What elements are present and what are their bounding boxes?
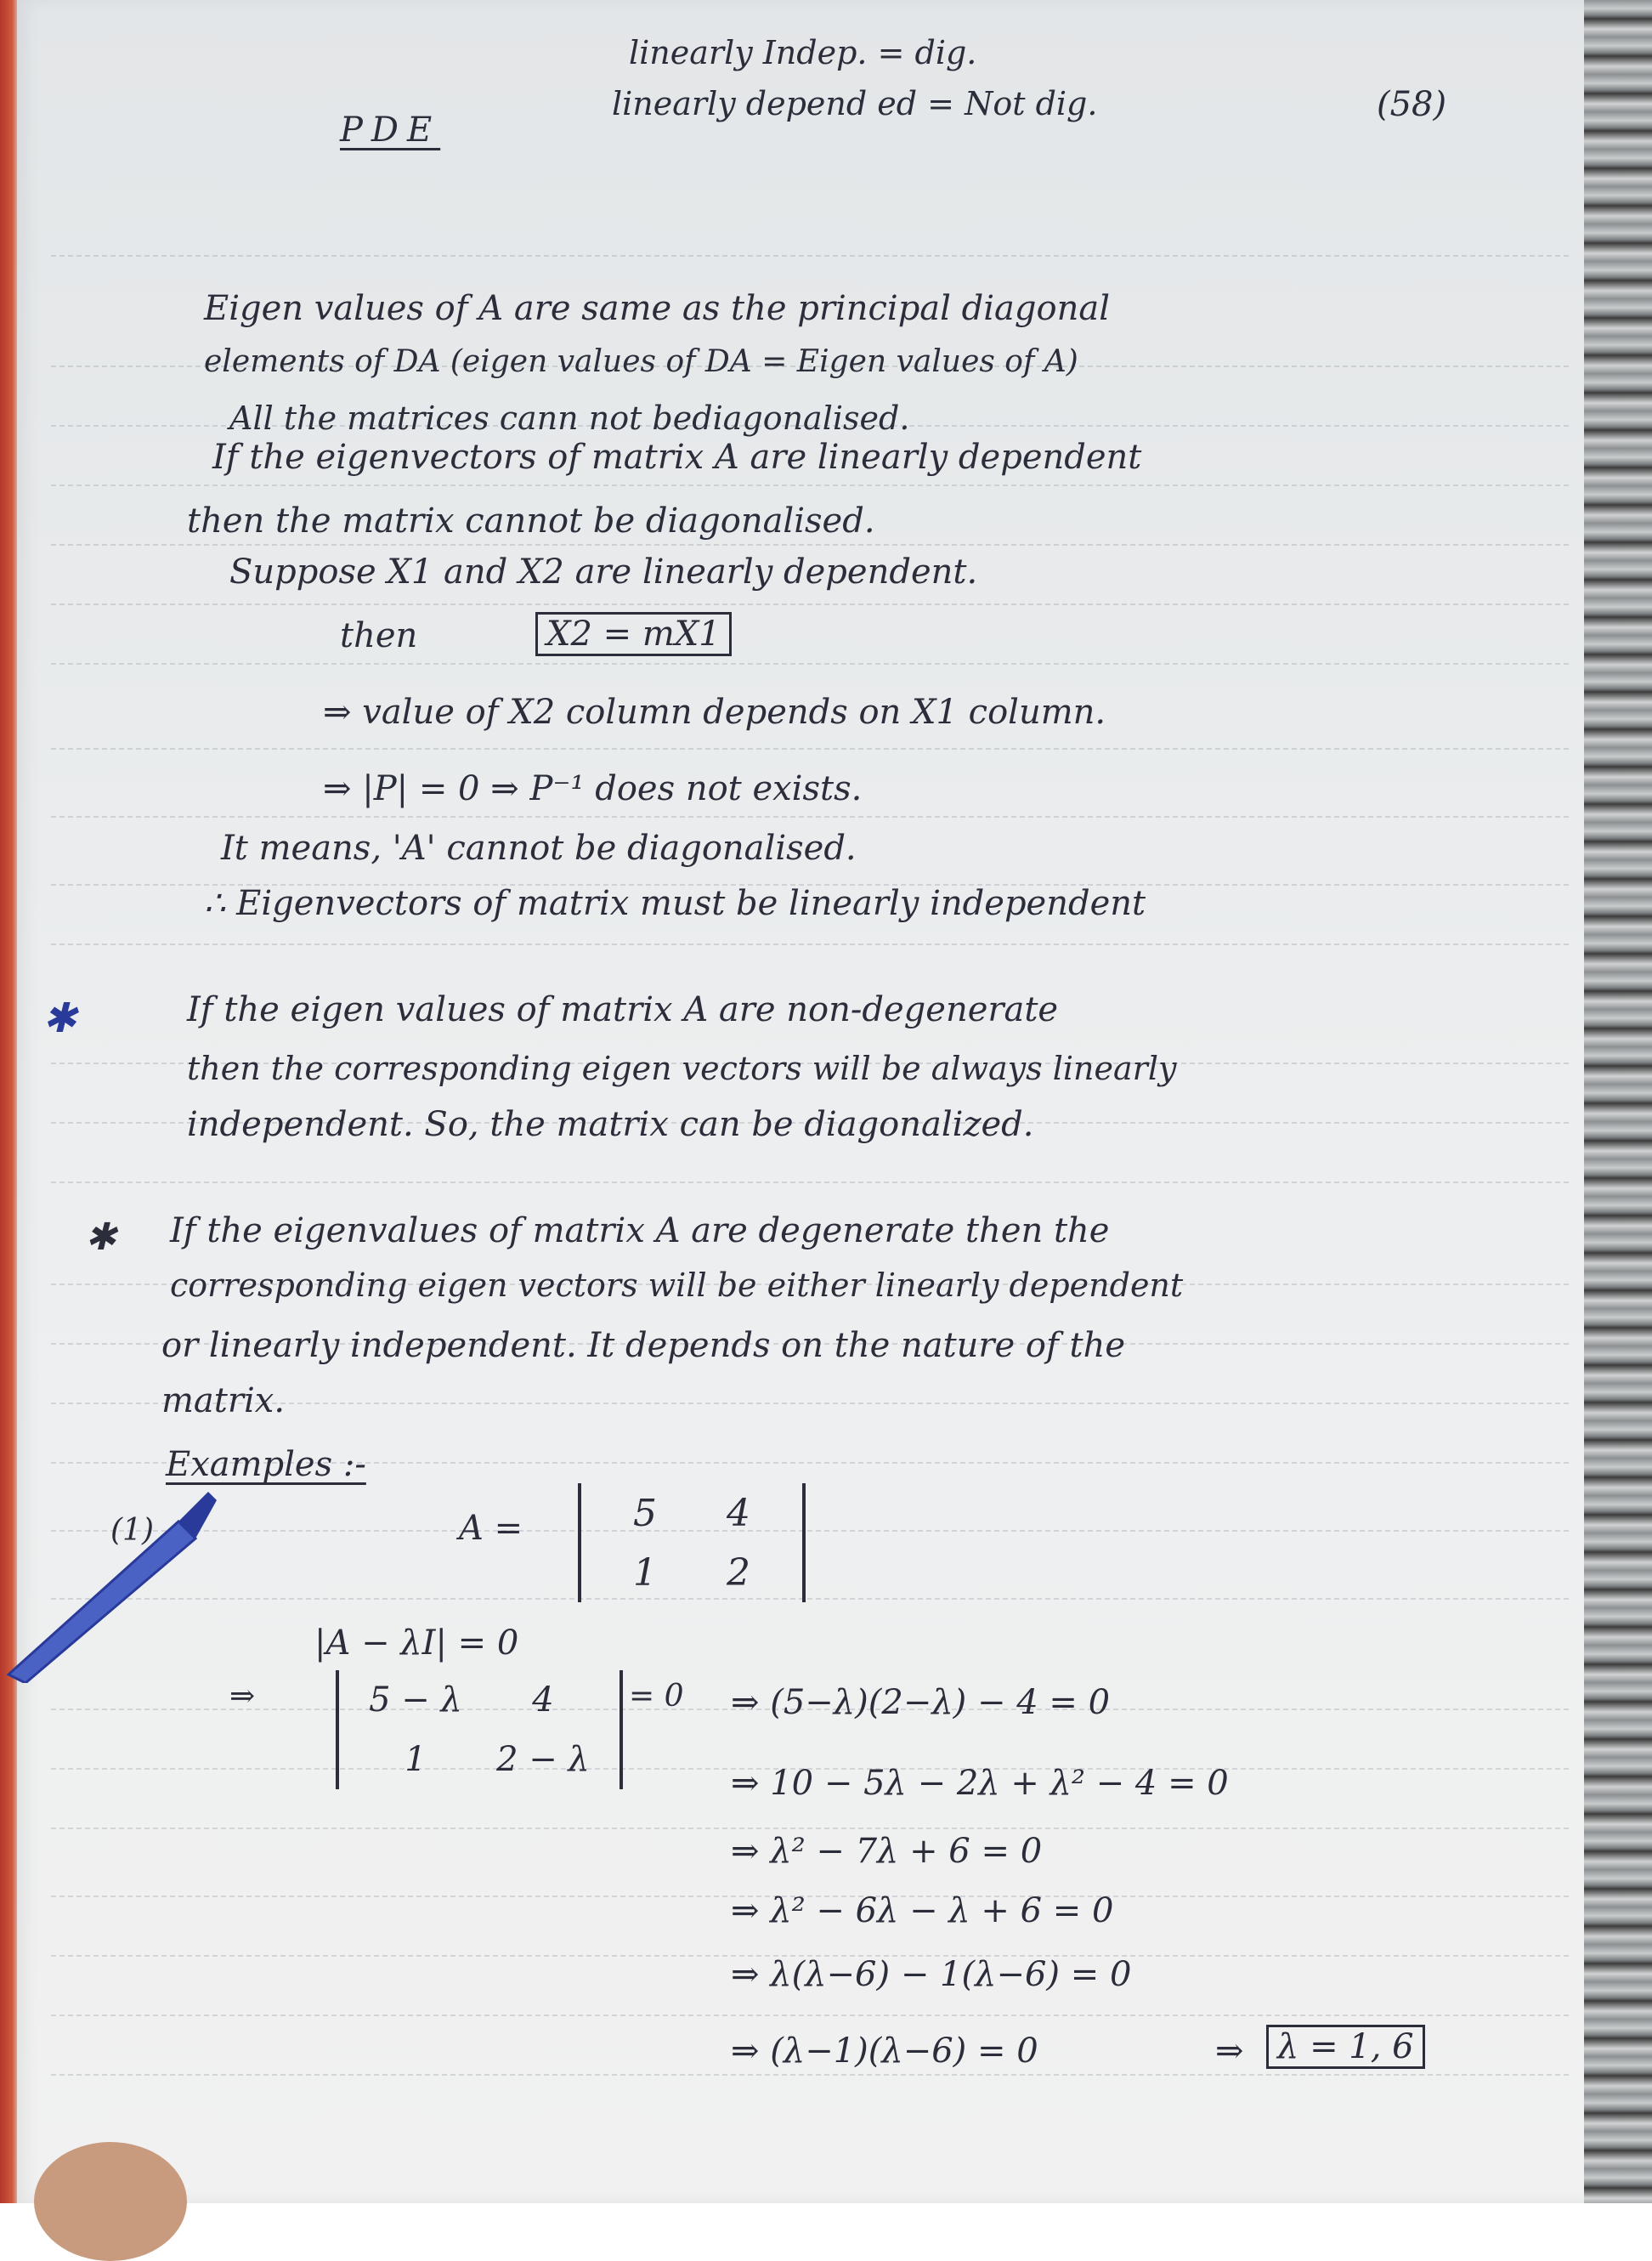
- ruled-line: [51, 255, 1569, 257]
- determinant: [336, 1670, 623, 1789]
- margin-note-line2: linearly depend ed = Not dig.: [612, 85, 1098, 122]
- ruled-line: [51, 484, 1569, 486]
- note-line-10: It means, 'A' cannot be diagonalised.: [221, 829, 857, 868]
- ruled-line: [51, 604, 1569, 605]
- note-line-4: If the eigenvectors of matrix A are linearly dependent: [212, 438, 1142, 477]
- note-line-7-prefix: then: [340, 616, 418, 655]
- matrix-a: [578, 1483, 806, 1602]
- matrix-cell: 5: [633, 1491, 657, 1535]
- solution-step: ⇒ (5−λ)(2−λ) − 4 = 0: [731, 1683, 1111, 1722]
- note-line-3: All the matrices cann not bediagonalised.: [229, 400, 910, 437]
- matrix-cell: 2: [727, 1550, 750, 1595]
- note-line-9: ⇒ |P| = 0 ⇒ P⁻¹ does not exists.: [323, 769, 863, 808]
- note-line-5: then the matrix cannot be diagonalised.: [187, 502, 875, 541]
- note-line-2: elements of DA (eigen values of DA = Eigen values of A): [204, 344, 1078, 379]
- solution-step: ⇒ λ(λ−6) − 1(λ−6) = 0: [731, 1955, 1132, 1994]
- note-line-18: matrix.: [161, 1381, 286, 1420]
- ruled-line: [51, 663, 1569, 665]
- implies-arrow: ⇒: [1215, 2032, 1244, 2071]
- notebook-page: [17, 0, 1603, 2203]
- ruled-line: [51, 1530, 1569, 1532]
- example-number: (1): [110, 1513, 154, 1548]
- solution-step: ⇒ λ² − 7λ + 6 = 0: [731, 1832, 1043, 1871]
- note-line-15: If the eigenvalues of matrix A are degenerate then the: [170, 1211, 1110, 1250]
- determinant-cell: 2 − λ: [496, 1740, 590, 1779]
- note-line-17: or linearly independent. It depends on the nature of the: [161, 1326, 1126, 1365]
- implies-arrow: ⇒: [229, 1679, 256, 1714]
- thumb: [34, 2142, 187, 2261]
- solution-step: ⇒ 10 − 5λ − 2λ + λ² − 4 = 0: [731, 1764, 1229, 1803]
- eigenvalues-result: λ = 1, 6: [1266, 2025, 1425, 2069]
- ruled-line: [51, 1598, 1569, 1600]
- ruled-line: [51, 2014, 1569, 2016]
- note-line-6: Suppose X1 and X2 are linearly dependent.: [229, 552, 978, 592]
- ruled-line: [51, 944, 1569, 945]
- ruled-line: [51, 748, 1569, 750]
- page-number: (58): [1377, 85, 1447, 124]
- note-line-1: Eigen values of A are same as the principal diagonal: [204, 289, 1110, 328]
- determinant-cell: 1: [405, 1740, 427, 1779]
- ruled-line: [51, 816, 1569, 818]
- note-line-13: then the corresponding eigen vectors will be always linearly: [187, 1050, 1177, 1087]
- pen-icon: [0, 1445, 221, 1683]
- matrix-label: A =: [459, 1509, 523, 1548]
- spiral-binding: [1584, 0, 1652, 2203]
- determinant-cell: 4: [532, 1680, 554, 1720]
- subject-heading: PDE: [340, 110, 441, 150]
- note-line-11: ∴ Eigenvectors of matrix must be linearly independent: [204, 884, 1146, 923]
- margin-note-line1: linearly Indep. = dig.: [629, 34, 977, 71]
- note-line-12: If the eigen values of matrix A are non-degenerate: [187, 990, 1059, 1029]
- determinant-cell: 5 − λ: [369, 1680, 462, 1720]
- ruled-line: [51, 2074, 1569, 2076]
- ruled-line: [51, 1182, 1569, 1183]
- examples-heading: Examples :-: [166, 1445, 366, 1484]
- note-line-14: independent. So, the matrix can be diagonalized.: [187, 1105, 1034, 1144]
- boxed-relation: X2 = mX1: [535, 612, 732, 656]
- matrix-cell: 1: [633, 1550, 657, 1595]
- star-icon: ✱: [42, 994, 77, 1042]
- note-line-16: corresponding eigen vectors will be either linearly dependent: [170, 1266, 1184, 1304]
- star-icon: ✱: [85, 1216, 116, 1259]
- determinant-equals: = 0: [629, 1679, 684, 1714]
- note-line-8: ⇒ value of X2 column depends on X1 column.: [323, 693, 1106, 732]
- solution-step: ⇒ (λ−1)(λ−6) = 0: [731, 2032, 1038, 2071]
- solution-step: ⇒ λ² − 6λ − λ + 6 = 0: [731, 1891, 1114, 1930]
- ruled-line: [51, 544, 1569, 546]
- characteristic-equation: |A − λI| = 0: [314, 1624, 519, 1663]
- ruled-line: [51, 1828, 1569, 1829]
- matrix-cell: 4: [727, 1491, 750, 1535]
